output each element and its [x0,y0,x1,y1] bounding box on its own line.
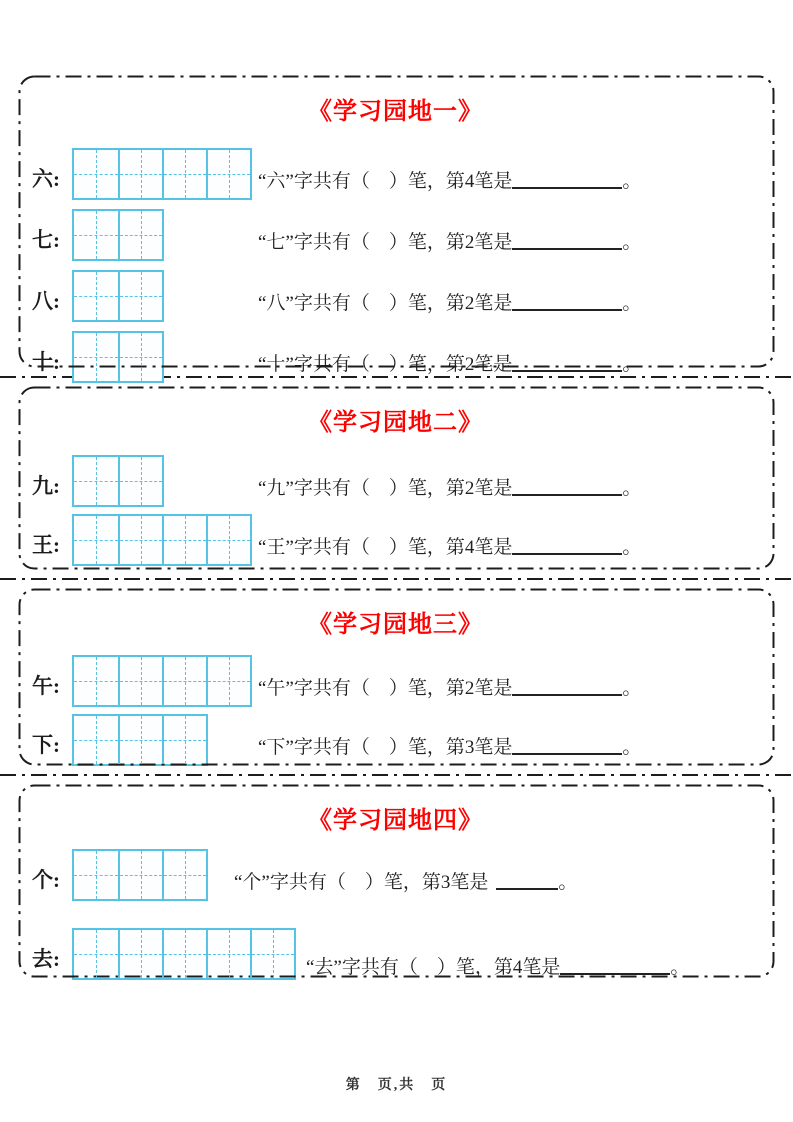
grid-column [72,148,258,203]
char-label: 王: [32,533,60,557]
grid-cell [118,457,162,505]
char-label: 去: [32,947,60,971]
grid-cell [118,211,162,259]
grid-cell [206,930,250,978]
cut-line-divider [0,578,793,580]
grid-cell [206,657,250,705]
char-label: 十: [32,350,60,374]
question-prefix: “九”字共有（ ）笔，第2笔是 [258,478,513,499]
question-text [258,473,641,510]
practice-row [30,514,761,569]
answer-blank [560,973,670,975]
answer-blank [512,248,622,250]
grid-cell [162,930,206,978]
grid-cell [74,457,118,505]
question-text [258,227,641,264]
writing-grid [72,148,252,200]
grid-cell [74,516,118,564]
grid-cell [118,272,162,320]
answer-blank [496,888,558,890]
question-period: 。 [622,232,642,253]
grid-cell [74,716,118,764]
answer-blank [512,187,622,189]
grid-cell [250,930,294,978]
grid-cell [162,657,206,705]
question-text [258,732,641,769]
practice-row [30,455,761,510]
grid-column [72,209,258,264]
practice-row [30,849,761,904]
question-prefix: “王”字共有（ ）笔，第4笔是 [258,537,513,558]
char-label: 下: [32,733,60,757]
answer-blank [512,309,622,311]
practice-row [30,714,761,769]
writing-grid [72,928,296,980]
question-text [234,867,577,904]
question-period: 。 [622,293,642,314]
question-prefix: “下”字共有（ ）笔，第3笔是 [258,737,513,758]
question-period: 。 [622,171,642,192]
char-label: 六: [32,167,60,191]
question-text [258,532,641,569]
question-period: 。 [670,957,690,978]
question-prefix: “个”字共有（ ）笔，第3笔是 [234,872,489,893]
grid-cell [74,851,118,899]
section-garden-1 [18,75,775,375]
question-prefix: “七”字共有（ ）笔，第2笔是 [258,232,513,253]
grid-column [72,514,258,569]
grid-column [72,714,258,769]
grid-cell [74,657,118,705]
section-title: 《学习园地四》 [308,808,483,834]
page-footer: 第 页,共 页 [345,1078,448,1093]
practice-row [30,209,761,264]
char-label: 八: [32,289,60,313]
writing-grid [72,714,208,766]
grid-column [72,331,258,386]
grid-column [72,849,208,904]
practice-rows [30,148,761,386]
writing-grid [72,270,164,322]
grid-cell [118,851,162,899]
question-period: 。 [622,678,642,699]
question-prefix: “去”字共有（ ）笔，第4笔是 [306,957,561,978]
question-prefix: “午”字共有（ ）笔，第2笔是 [258,678,513,699]
char-label: 午: [32,674,60,698]
question-text [258,673,641,710]
writing-grid [72,514,252,566]
practice-row [30,928,761,983]
question-period: 。 [558,872,578,893]
char-label: 九: [32,474,60,498]
section-garden-2 [18,386,775,570]
grid-cell [118,333,162,381]
section-title: 《学习园地一》 [308,99,483,125]
question-text [258,288,641,325]
grid-cell [118,150,162,198]
question-period: 。 [622,478,642,499]
grid-column [72,655,258,710]
grid-cell [74,333,118,381]
writing-grid [72,849,208,901]
grid-cell [74,150,118,198]
grid-cell [206,150,250,198]
section-title: 《学习园地三》 [308,612,483,638]
question-period: 。 [622,737,642,758]
grid-cell [118,657,162,705]
writing-grid [72,655,252,707]
practice-row [30,655,761,710]
question-prefix: “八”字共有（ ）笔，第2笔是 [258,293,513,314]
grid-cell [74,211,118,259]
practice-row [30,331,761,386]
question-period: 。 [622,354,642,375]
practice-rows [30,849,761,983]
grid-cell [118,930,162,978]
grid-cell [162,716,206,764]
question-period: 。 [622,537,642,558]
grid-cell [74,930,118,978]
question-prefix: “六”字共有（ ）笔，第4笔是 [258,171,513,192]
char-label: 七: [32,228,60,252]
question-prefix: “十”字共有（ ）笔，第2笔是 [258,354,513,375]
grid-cell [74,272,118,320]
answer-blank [512,553,622,555]
practice-row [30,270,761,325]
answer-blank [512,370,622,372]
cut-line-divider [0,774,793,776]
practice-row [30,148,761,203]
answer-blank [512,694,622,696]
grid-cell [162,851,206,899]
grid-column [72,455,258,510]
writing-grid [72,455,164,507]
question-text [306,952,689,983]
grid-column [72,928,296,983]
answer-blank [512,753,622,755]
practice-rows [30,455,761,569]
grid-cell [118,716,162,764]
section-garden-3 [18,588,775,766]
practice-rows [30,655,761,769]
section-garden-4 [18,784,775,978]
answer-blank [512,494,622,496]
grid-column [72,270,258,325]
writing-grid [72,209,164,261]
writing-grid [72,331,164,383]
grid-cell [162,150,206,198]
grid-cell [118,516,162,564]
char-label: 个: [32,868,60,892]
grid-cell [162,516,206,564]
question-text [258,166,641,203]
grid-cell [206,516,250,564]
question-text [258,349,641,386]
section-title: 《学习园地二》 [308,410,483,436]
